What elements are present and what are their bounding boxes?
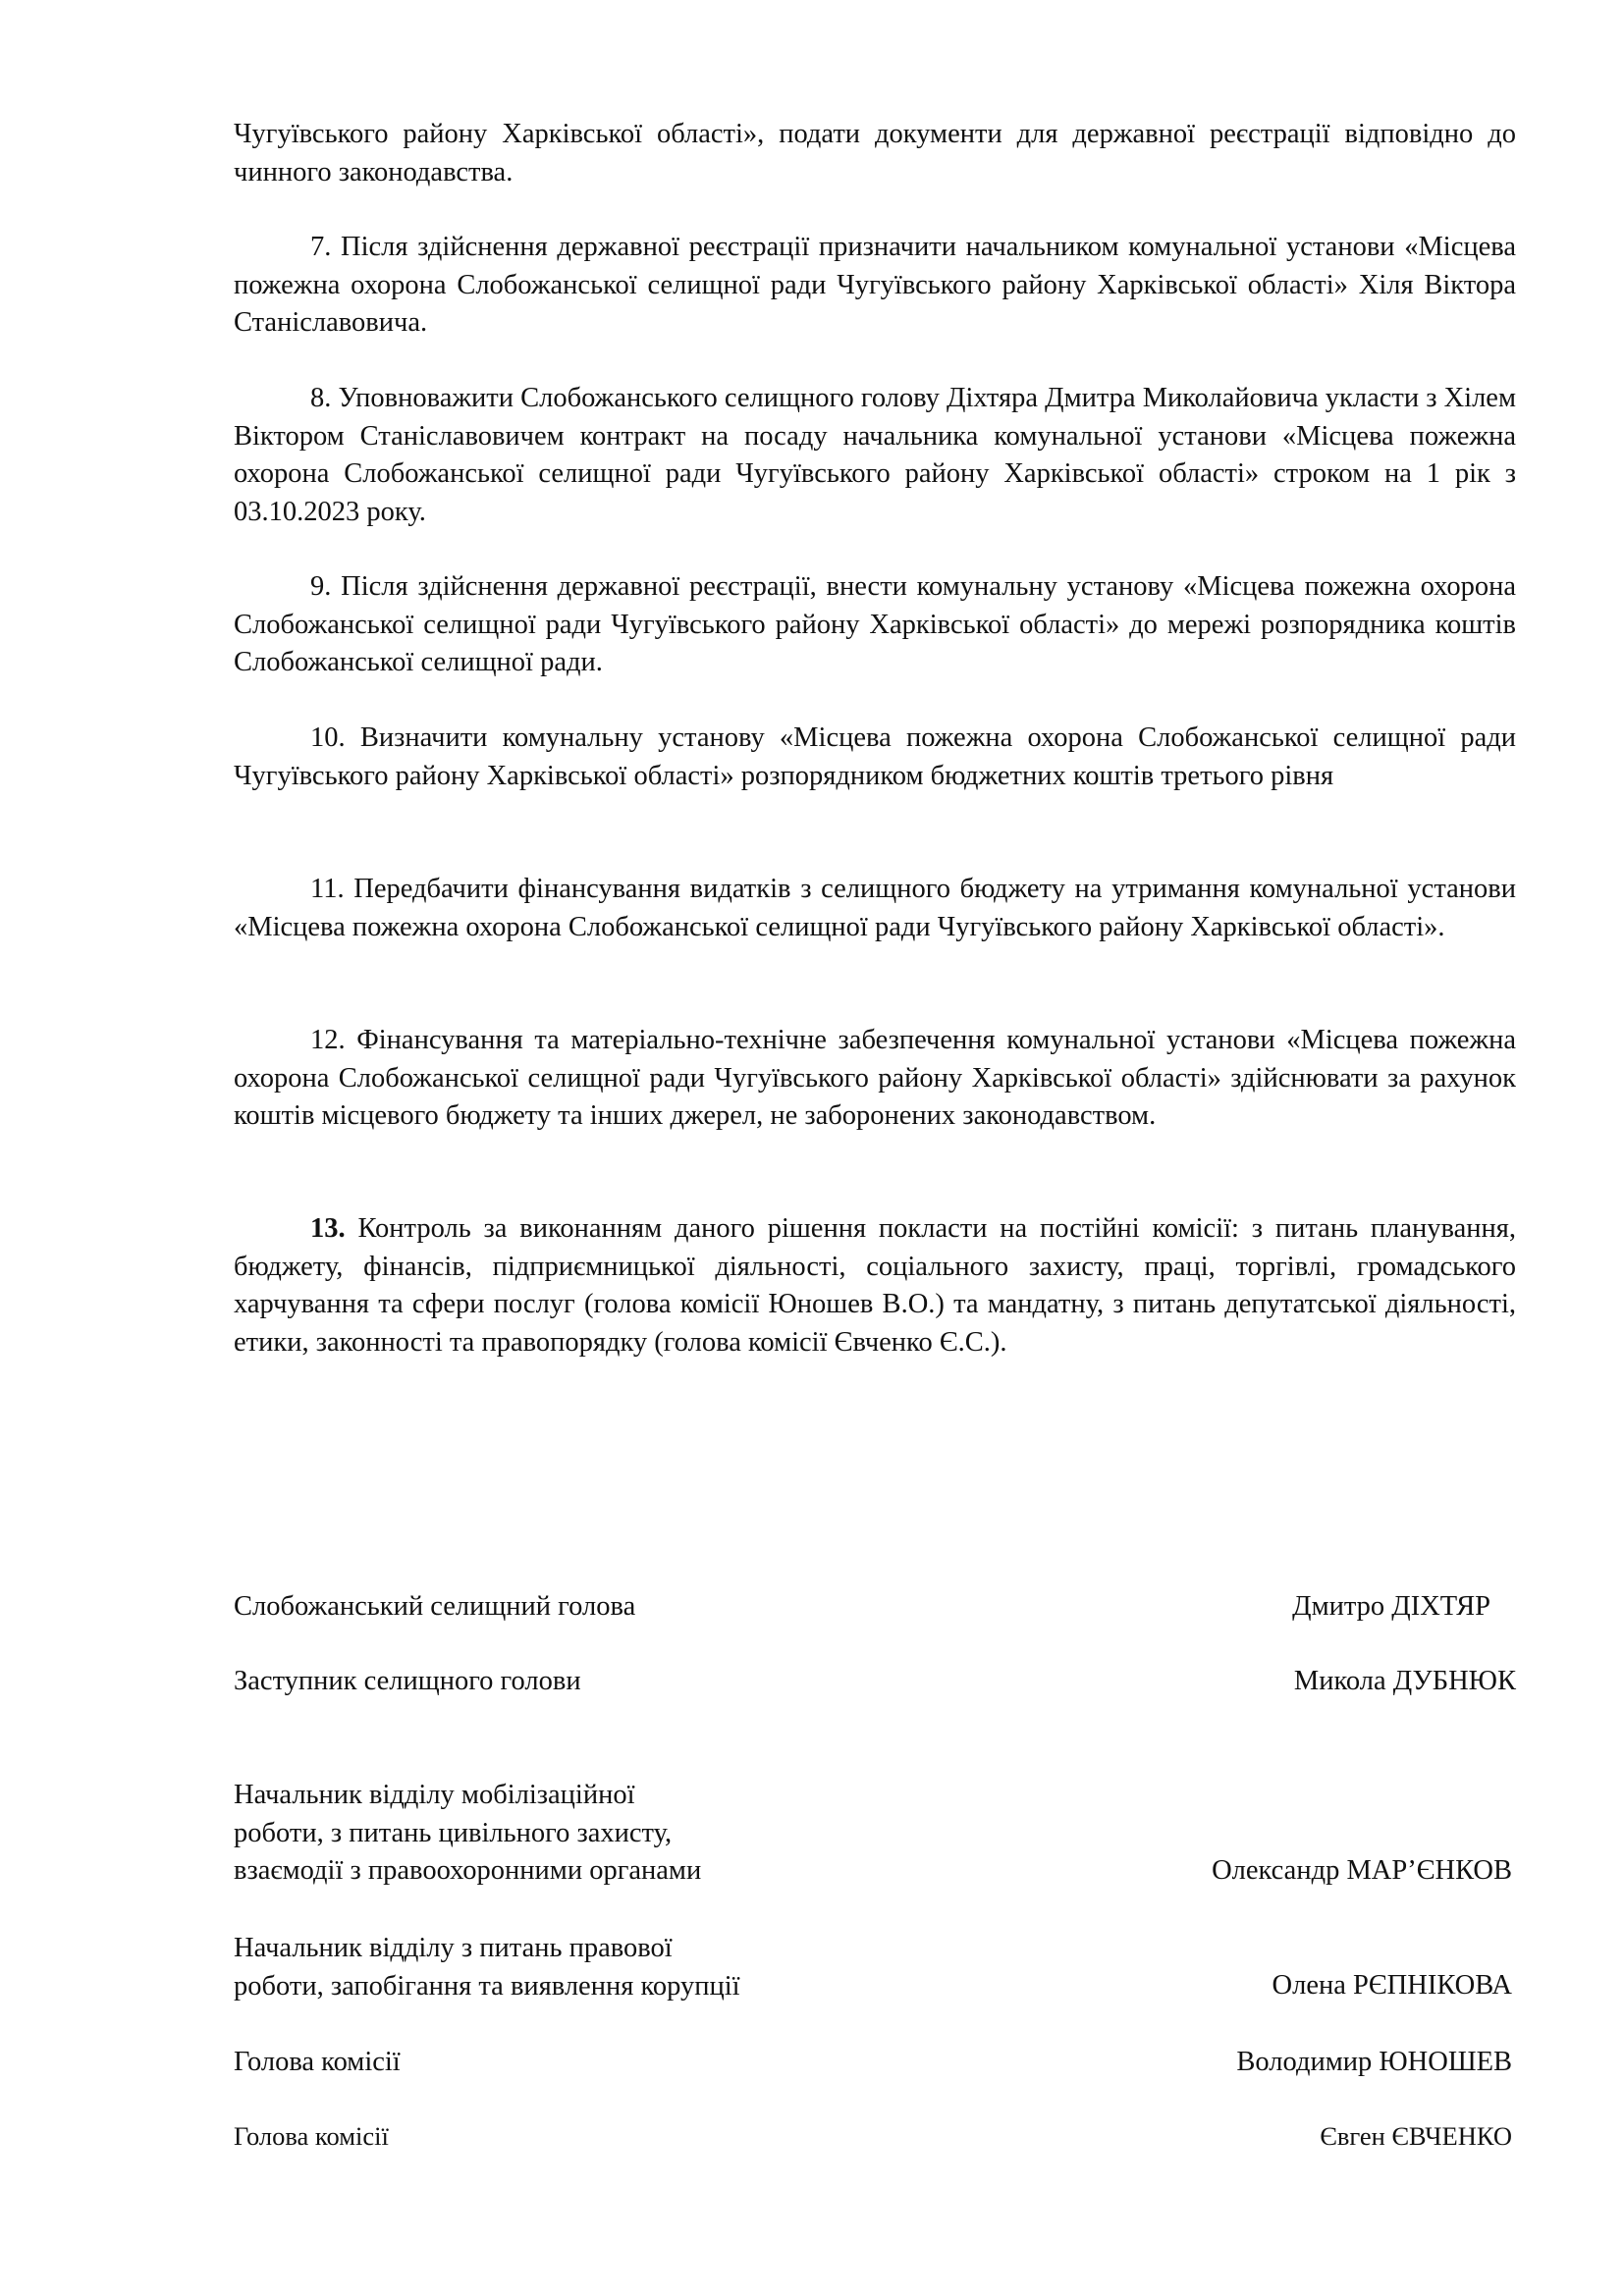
item-8-text: 8. Уповноважити Слобожанського селищного голову Діхтяра Дмитра Миколайовича укласти з Хілем Віктором Станіславовичем контракт на посаду начальника комунальної установи «Місцева пожежна охорона Слобожанської селищної ради Чугуївського району Харківської області» строком на 1 рік з 03.10.2023 року. [234, 383, 1516, 527]
signature-title: Голова комісії [234, 2121, 389, 2151]
signature-name: Микола ДУБНЮК [1293, 1666, 1516, 1696]
item-13-paragraph [234, 1210, 1516, 1362]
item-13-number: 13. [310, 1213, 346, 1244]
signature-name: Олександр МАР’ЄНКОВ [1212, 1855, 1512, 1886]
signature-name: Дмитро ДІХТЯР [1292, 1591, 1490, 1622]
item-12-paragraph [234, 1022, 1516, 1136]
signature-name: Володимир ЮНОШЕВ [1236, 2047, 1512, 2077]
signature-name: Олена РЄПНІКОВА [1272, 1970, 1512, 2001]
item-12-text: 12. Фінансування та матеріально-технічне забезпечення комунальної установи «Місцева пожежна охорона Слобожанської селищної ради Чугуївського району Харківської області» здійснювати за рахунок коштів місцевого бюджету та інших джерел, не заборонених законодавством. [234, 1025, 1516, 1131]
item-10-text: 10. Визначити комунальну установу «Місцева пожежна охорона Слобожанської селищної ради Чугуївського району Харківської області» розпорядником бюджетних коштів третього рівня [234, 722, 1516, 791]
item-7-paragraph [234, 229, 1516, 343]
item-7-text: 7. Після здійснення державної реєстрації призначити начальником комунальної установи «Місцева пожежна охорона Слобожанської селищної ради Чугуївського району Харківської області» Хіля Віктора Станіславовича. [234, 232, 1516, 338]
signature-name: Євген ЄВЧЕНКО [1320, 2121, 1512, 2151]
item-9-text: 9. Після здійснення державної реєстрації, внести комунальну установу «Місцева пожежна охорона Слобожанської селищної ради Чугуївського району Харківської області» до мережі розпорядника коштів Слобожанської селищної ради. [234, 571, 1516, 677]
signature-row-commission-1 [234, 2044, 1516, 2083]
signature-title: Заступник селищного голови [234, 1666, 581, 1696]
signature-row-deputy [234, 1663, 1516, 1702]
item-10-paragraph [234, 720, 1516, 795]
intro-paragraph: Чугуївського району Харківської області», подати документи для державної реєстрації відповідно до чинного законодавства. [234, 119, 1516, 187]
item-8-paragraph [234, 380, 1516, 531]
signature-title: Начальник відділу мобілізаційної роботи, з питань цивільного захисту, взаємодії з правоохоронними органами [234, 1780, 702, 1886]
item-13-body [234, 1210, 1516, 1362]
item-9-paragraph [234, 568, 1516, 682]
signature-row-commission-2 [234, 2117, 1516, 2157]
item-11-text: 11. Передбачити фінансування видатків з селищного бюджету на утримання комунальної установи «Місцева пожежна охорона Слобожанської селищної ради Чугуївського району Харківської області». [234, 874, 1516, 942]
signature-row-head [234, 1588, 1516, 1628]
signature-row-mobilization [234, 1777, 1516, 1893]
item-13-text: Контроль за виконанням даного рішення покласти на постійні комісії: з питань планування, бюджету, фінансів, підприємницької діяльності, соціального захисту, праці, торгівлі, громадського харчування та сфери послуг (голова комісії Юношев В.О.) та мандатну, з питань депутатської діяльності, етики, законності та правопорядку (голова комісії Євченко Є.С.). [234, 1213, 1516, 1358]
signature-title: Начальник відділу з питань правової роботи, запобігання та виявлення корупції [234, 1933, 740, 2002]
signature-row-legal [234, 1930, 1516, 2008]
signature-title: Голова комісії [234, 2047, 401, 2077]
signature-title: Слобожанський селищний голова [234, 1591, 636, 1622]
item-11-paragraph [234, 871, 1516, 946]
